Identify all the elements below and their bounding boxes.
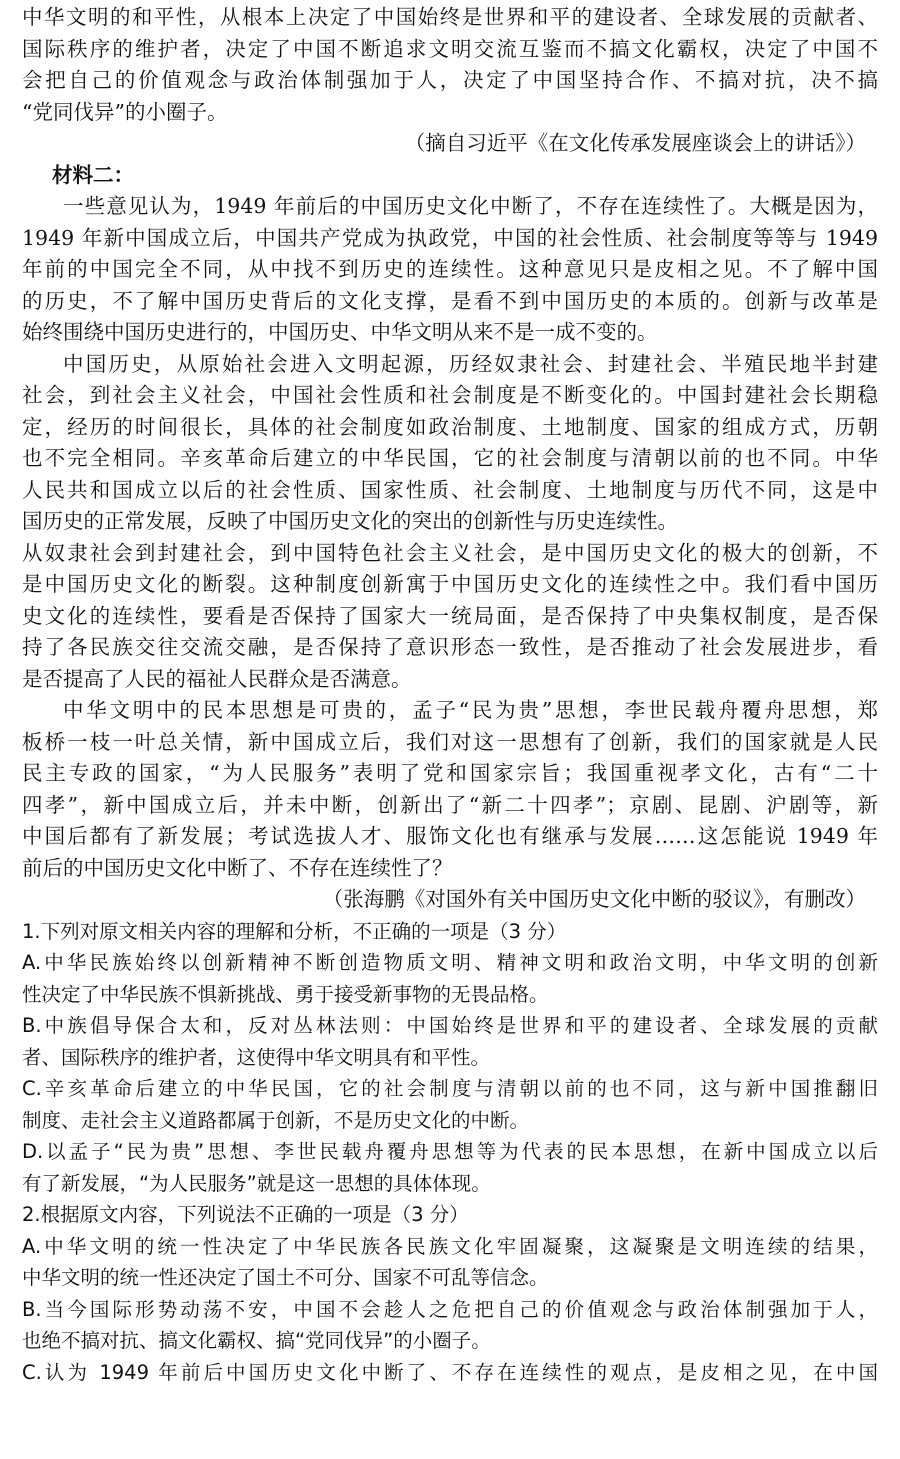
text-line: 前后的中国历史文化中断了、不存在连续性了？ [22,855,453,880]
option-line: 有了新发展，“为人民服务”就是这一思想的具体体现。 [22,1171,491,1195]
option-line: A.中华民族始终以创新精神不断创造物质文明、精神文明和政治文明，中华文明的创新 [22,951,878,974]
text-line: 人民共和国成立以后的社会性质、国家性质、社会制度、土地制度与历代不同，这是中 [22,477,878,502]
text-line: 也不完全相同。辛亥革命后建立的中华民国，它的社会制度与清朝以前的也不同。中华 [22,446,878,470]
option-line: A.中华文明的统一性决定了中华民族各民族文化牢固凝聚，这凝聚是文明连续的结果， [22,1234,878,1258]
question-stem: 1.下列对原文相关内容的理解和分析，不正确的一项是（3 分） [22,919,567,943]
text-line: 是否提高了人民的福祉人民群众是否满意。 [22,666,412,691]
text-line: 会把自己的价值观念与政治体制强加于人，决定了中国坚持合作、不搞对抗，决不搞 [22,68,878,92]
question-stem: 2.根据原文内容，下列说法不正确的一项是（3 分） [22,1203,469,1226]
text-line: 从奴隶社会到封建社会，到中国特色社会主义社会，是中国历史文化的极大的创新，不 [22,540,878,565]
text-line: 持了各民族交往交流交融，是否保持了意识形态一致性，是否推动了社会发展进步，看 [22,635,878,659]
option-line: B.中族倡导保合太和，反对丛林法则：中国始终是世界和平的建设者、全球发展的贡献 [22,1014,878,1037]
text-line: 社会，到社会主义社会，中国社会性质和社会制度是不断变化的。中国封建社会长期稳 [22,383,878,407]
answer-option-c[interactable] [22,1073,878,1136]
question-2 [22,1199,878,1388]
option-line: 中华文明的统一性还决定了国土不可分、国家不可乱等信念。 [22,1266,549,1289]
option-line: 性决定了中华民族不惧新挑战、勇于接受新事物的无畏品格。 [22,982,549,1006]
option-line: D.以孟子“民为贵”思想、李世民载舟覆舟思想等为代表的民本思想，在新中国成立以后 [22,1140,878,1163]
text-line: “党同伐异”的小圈子。 [22,99,228,124]
option-line: B.当今国际形势动荡不安，中国不会趁人之危把自己的价值观念与政治体制强加于人， [22,1297,878,1321]
material2-source: （张海鹏《对国外有关中国历史文化中断的驳议》，有删改） [322,887,866,911]
text-line: 史文化的连续性，要看是否保持了国家大一统局面，是否保持了中央集权制度，是否保 [22,603,878,628]
answer-option-d[interactable] [22,1136,878,1199]
text-line: 国历史的正常发展，反映了中国历史文化的突出的创新性与历史连续性。 [22,509,678,533]
text-line: 中国后都有了新发展；考试选拔人才、服饰文化也有继承与发展……这怎能说 1949 年 [22,824,878,848]
text-line: 中华文明的和平性，从根本上决定了中国始终是世界和平的建设者、全球发展的贡献者、 [22,5,878,29]
text-line: 国际秩序的维护者，决定了中国不断追求文明交流互鉴而不搞文化霸权，决定了中国不 [22,36,878,61]
option-line: C.认为 1949 年前后中国历史文化中断了、不存在连续性的观点，是皮相之见，在中国 [22,1360,878,1384]
text-line: 中国历史，从原始社会进入文明起源，历经奴隶社会、封建社会、半殖民地半封建 [63,351,878,376]
question-1 [22,916,878,1200]
text-line: 一些意见认为，1949 年前后的中国历史文化中断了，不存在连续性了。大概是因为， [63,194,878,218]
material2-heading: 材料二： [52,162,134,187]
option-line: C.辛亥革命后建立的中华民国，它的社会制度与清朝以前的也不同，这与新中国推翻旧 [22,1077,878,1100]
option-line: 也绝不搞对抗、搞文化霸权、搞“党同伐异”的小圈子。 [22,1329,491,1352]
material2-paragraph [22,695,878,884]
text-line: 中华文明中的民本思想是可贵的，孟子“民为贵”思想，李世民载舟覆舟思想，郑 [63,698,878,722]
answer-option-a[interactable] [22,947,878,1010]
text-line: 板桥一枝一叶总关情，新中国成立后，我们对这一思想有了创新，我们的国家就是人民 [22,729,878,754]
answer-option-b[interactable] [22,1010,878,1073]
material1-tail [22,2,878,128]
text-line: 定，经历的时间很长，具体的社会制度如政治制度、土地制度、国家的组成方式，历朝 [22,414,878,439]
material2-paragraph [22,191,878,349]
material2-paragraph [22,349,878,538]
text-line: 年前的中国完全不同，从中找不到历史的连续性。这种意见只是皮相之见。不了解中国 [22,257,878,281]
text-line: 四孝”，新中国成立后，并未中断，创新出了“新二十四孝”；京剧、昆剧、沪剧等，新 [22,792,878,817]
text-line: 的历史，不了解中国历史背后的文化支撑，是看不到中国历史的本质的。创新与改革是 [22,288,878,313]
answer-option-c[interactable] [22,1357,878,1389]
material2-paragraph [22,538,878,696]
text-line: 始终围绕中国历史进行的，中国历史、中华文明从来不是一成不变的。 [22,320,658,344]
option-line: 制度、走社会主义道路都属于创新，不是历史文化的中断。 [22,1108,530,1132]
text-line: 是中国历史文化的断裂。这种制度创新寓于中国历史文化的连续性之中。我们看中国历 [22,572,878,596]
text-line: 民主专政的国家，“为人民服务”表明了党和国家宗旨；我国重视孝文化，古有“二十 [22,761,878,785]
text-line: 1949 年新中国成立后，中国共产党成为执政党，中国的社会性质、社会制度等等与 1949 [22,225,878,250]
answer-option-a[interactable] [22,1231,878,1294]
material1-source: （摘自习近平《在文化传承发展座谈会上的讲话》） [404,131,866,155]
option-line: 者、国际秩序的维护者，这使得中华文明具有和平性。 [22,1045,491,1069]
answer-option-b[interactable] [22,1294,878,1357]
